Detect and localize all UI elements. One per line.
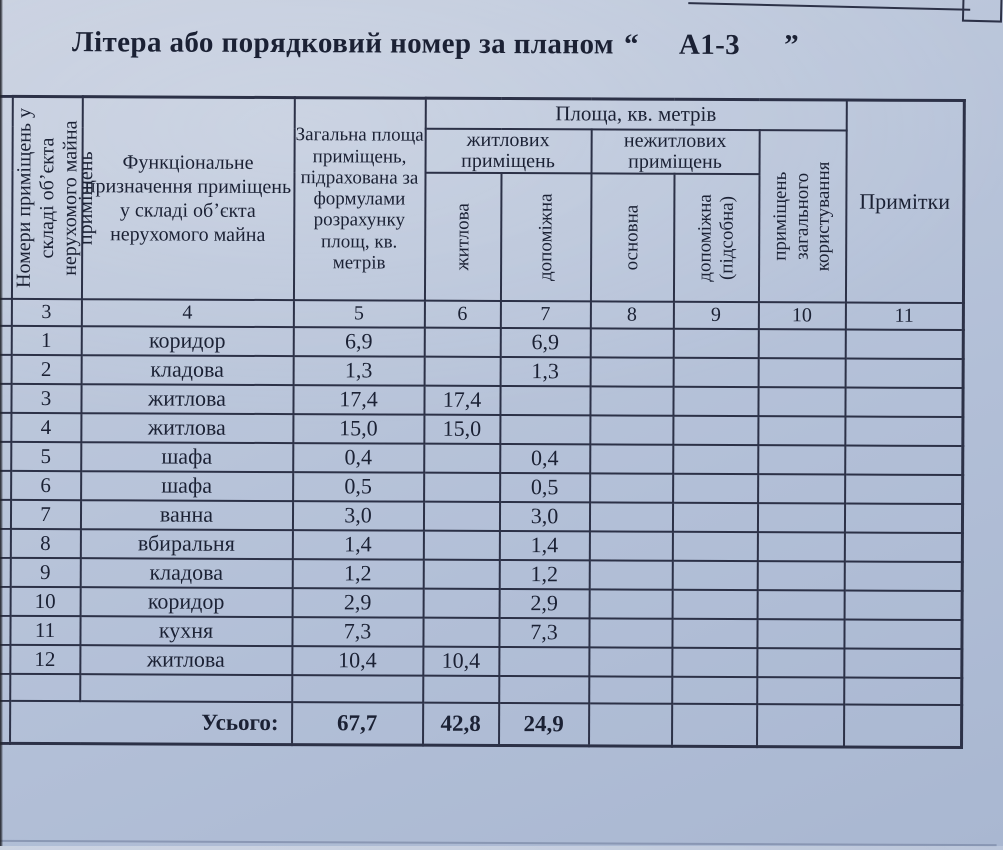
living-area — [423, 617, 499, 646]
nonliving-aux-area — [672, 618, 757, 647]
room-number: 11 — [10, 615, 80, 644]
common-use-area — [757, 561, 844, 590]
nonliving-aux-area — [673, 357, 758, 386]
notes-cell — [844, 503, 962, 533]
column-number: 3 — [11, 298, 81, 325]
table-row — [0, 615, 962, 648]
table-body — [0, 325, 963, 677]
living-aux-area: 6,9 — [500, 328, 590, 357]
living-aux-area: 0,4 — [500, 444, 590, 473]
total-area: 15,0 — [293, 414, 424, 444]
living-aux-area: 2,9 — [499, 589, 589, 618]
column-header-nonliving-main — [590, 173, 674, 301]
common-use-area — [757, 590, 844, 619]
common-use-area — [757, 648, 844, 677]
living-aux-area: 1,3 — [500, 357, 590, 386]
close-quote: ” — [784, 29, 800, 62]
nonliving-main-area — [590, 444, 673, 473]
nonliving-aux-area — [672, 647, 757, 676]
notes-cell — [844, 590, 962, 620]
nonliving-aux-area — [673, 328, 758, 357]
living-label: житлова — [451, 202, 474, 271]
nonliving-aux-area — [672, 531, 757, 560]
living-area — [423, 559, 499, 588]
totals-empty-cell — [589, 703, 672, 746]
living-aux-area: 3,0 — [499, 502, 589, 531]
column-number: 5 — [293, 300, 424, 328]
living-aux-area: 0,5 — [500, 473, 590, 502]
empty-cell — [10, 673, 80, 700]
total-area: 6,9 — [293, 327, 424, 357]
column-header-living — [424, 172, 501, 300]
total-area: 10,4 — [292, 646, 423, 676]
nonliving-main-area — [590, 386, 673, 415]
notes-cell — [845, 329, 963, 359]
notes-cell — [844, 619, 962, 649]
total-area: 0,5 — [293, 472, 424, 502]
common-use-area — [758, 416, 845, 445]
nonliving-aux-area — [672, 502, 757, 531]
room-numbers-label: Номери приміщень у складі об’єкта нерухомого майна — [12, 107, 81, 288]
column-header-function: Функціональне призначення приміщень у складі об’єкта нерухомого майна — [81, 97, 294, 300]
plan-number: А1-3 — [678, 28, 741, 62]
common-use-area — [758, 445, 845, 474]
page-title — [72, 26, 799, 62]
nonliving-aux-area — [673, 444, 758, 473]
living-area — [423, 501, 499, 530]
living-area — [423, 588, 499, 617]
nonliving-main-area — [590, 473, 673, 502]
total-area: 1,3 — [293, 356, 424, 386]
column-header-total-area: Загальна площа приміщень, підрахована за формулами розрахунку площ, кв. метрів — [293, 98, 425, 301]
column-number: 9 — [673, 301, 758, 328]
total-area: 1,2 — [292, 559, 423, 589]
living-area — [424, 327, 500, 356]
empty-cell — [589, 676, 672, 703]
notes-cell — [845, 445, 963, 475]
empty-cell — [499, 676, 589, 703]
common-use-area — [758, 329, 845, 358]
common-use-area — [757, 532, 844, 561]
totals-label: Усього: — [10, 700, 292, 744]
table-footer — [0, 673, 962, 747]
totals-empty-cell — [844, 704, 962, 748]
table-row — [0, 499, 963, 532]
nonliving-aux-area — [673, 386, 758, 415]
room-name: вбиральня — [80, 529, 292, 559]
table-row — [0, 644, 962, 677]
table-row — [0, 441, 963, 474]
table-row — [0, 412, 963, 445]
living-area: 17,4 — [424, 385, 500, 414]
nonliving-main-area — [589, 618, 672, 647]
notes-cell — [845, 358, 963, 388]
table-row — [0, 354, 963, 387]
paper-bottom-rule — [0, 840, 997, 846]
nonliving-main-label: основна — [621, 204, 643, 270]
empty-row — [0, 673, 962, 704]
notes-cell — [844, 561, 962, 591]
notes-cell — [844, 532, 962, 562]
notes-cell — [844, 648, 962, 678]
column-number: 7 — [500, 301, 590, 328]
living-aux-area: 7,3 — [499, 618, 589, 647]
nonliving-main-area — [589, 560, 672, 589]
notes-cell — [845, 387, 963, 417]
room-name: житлова — [81, 413, 293, 443]
photo-left-edge — [0, 0, 3, 846]
column-header-nonliving-aux — [673, 173, 759, 301]
living-area — [423, 530, 499, 559]
empty-cell — [757, 677, 844, 704]
room-number: 7 — [10, 499, 80, 528]
column-numbers-row — [0, 298, 963, 329]
table-row — [0, 586, 962, 619]
column-number: 4 — [81, 299, 293, 327]
nonliving-aux-area — [672, 560, 757, 589]
living-area — [424, 472, 500, 501]
room-number: 1 — [11, 325, 81, 354]
empty-cell — [80, 674, 292, 702]
total-area: 3,0 — [292, 501, 423, 531]
living-area — [424, 356, 500, 385]
living-aux-area: 1,4 — [499, 531, 589, 560]
common-use-area — [757, 619, 844, 648]
room-number: 6 — [11, 470, 81, 499]
table-row — [0, 557, 962, 590]
room-name: кладова — [80, 558, 292, 588]
room-name: коридор — [80, 587, 292, 617]
previous-table-bottom-line — [688, 2, 970, 11]
totals-living-area: 42,8 — [423, 702, 499, 745]
table-row — [0, 470, 963, 503]
nonliving-main-area — [590, 357, 673, 386]
common-use-label: приміщень загального користування — [769, 161, 835, 271]
nonliving-main-area — [589, 647, 672, 676]
room-number: 8 — [10, 528, 80, 557]
total-area: 1,4 — [292, 530, 423, 560]
common-use-area — [758, 474, 845, 503]
room-name: шафа — [81, 471, 293, 501]
living-area — [424, 443, 500, 472]
total-area: 17,4 — [293, 385, 424, 415]
column-group-living-premises: житлових приміщень — [425, 128, 591, 173]
room-name: ванна — [80, 500, 292, 530]
empty-cell — [423, 675, 499, 702]
table-row — [0, 383, 963, 416]
room-name: коридор — [81, 326, 293, 356]
room-name: житлова — [81, 384, 293, 414]
premises-area-table — [0, 95, 966, 749]
living-area: 10,4 — [423, 646, 499, 675]
living-aux-area — [500, 415, 590, 444]
living-aux-area — [500, 386, 590, 415]
previous-table-corner — [962, 0, 1003, 23]
column-header-common-use — [758, 130, 846, 302]
cutoff-column-label: приміщень — [74, 151, 98, 245]
room-number: 5 — [11, 441, 81, 470]
column-header-living-aux — [500, 173, 591, 301]
totals-living-aux-area: 24,9 — [499, 703, 589, 746]
totals-empty-cell — [672, 703, 757, 746]
nonliving-aux-label: допоміжна (підсобна) — [694, 193, 738, 282]
nonliving-aux-area — [672, 589, 757, 618]
room-name: житлова — [80, 645, 292, 675]
living-aux-area: 1,2 — [499, 560, 589, 589]
room-name: кладова — [81, 355, 293, 385]
nonliving-main-area — [589, 589, 672, 618]
nonliving-main-area — [590, 328, 673, 357]
living-area: 15,0 — [424, 414, 500, 443]
nonliving-main-area — [590, 415, 673, 444]
column-number: 11 — [845, 302, 963, 330]
empty-cell — [844, 677, 962, 705]
empty-cell — [672, 676, 757, 703]
nonliving-aux-area — [673, 473, 758, 502]
table-row — [0, 528, 962, 561]
empty-cell — [292, 675, 423, 703]
living-aux-label: допоміжна — [534, 192, 557, 281]
room-number: 4 — [11, 412, 81, 441]
notes-cell — [845, 474, 963, 504]
column-number: 8 — [590, 301, 673, 328]
room-name: кухня — [80, 616, 292, 646]
open-quote: “ — [623, 28, 639, 61]
total-area: 0,4 — [293, 443, 424, 473]
column-header-notes: Примітки — [845, 100, 964, 303]
total-area: 7,3 — [292, 617, 423, 647]
table-row — [0, 325, 963, 358]
column-number: 6 — [424, 300, 500, 327]
room-number: 2 — [11, 354, 81, 383]
column-number: 10 — [758, 302, 845, 329]
room-number: 3 — [11, 383, 81, 412]
common-use-area — [758, 358, 845, 387]
room-number: 10 — [10, 586, 80, 615]
notes-cell — [845, 416, 963, 446]
room-name: шафа — [81, 442, 293, 472]
nonliving-main-area — [589, 502, 672, 531]
common-use-area — [757, 503, 844, 532]
nonliving-aux-area — [673, 415, 758, 444]
totals-total-area: 67,7 — [292, 702, 423, 746]
room-number: 9 — [10, 557, 80, 586]
title-text: Літера або порядковий номер за планом — [72, 26, 615, 61]
totals-empty-cell — [757, 704, 844, 747]
living-aux-area — [499, 647, 589, 676]
totals-row — [0, 700, 962, 747]
nonliving-main-area — [589, 531, 672, 560]
common-use-area — [758, 387, 845, 416]
total-area: 2,9 — [292, 588, 423, 618]
column-header-room-numbers — [11, 96, 82, 298]
column-group-nonliving-premises: нежитлових приміщень — [591, 129, 759, 174]
room-number: 12 — [10, 644, 80, 673]
column-group-area: Площа, кв. метрів — [425, 98, 846, 130]
